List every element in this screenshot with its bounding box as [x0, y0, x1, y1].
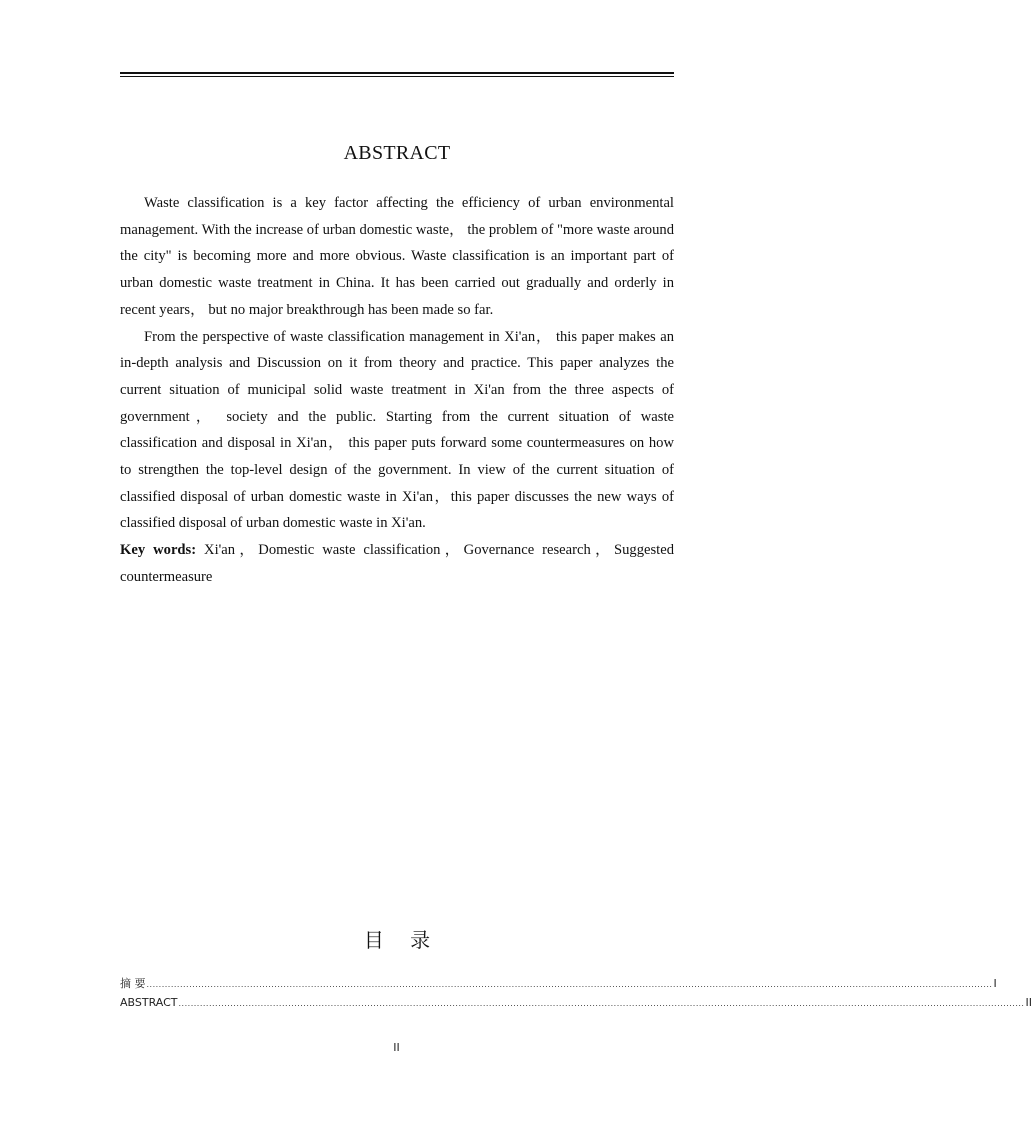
keywords-text: Xi'an，Domestic waste classification，Governance research，Suggested countermeasure: [120, 542, 674, 585]
toc-entry-page: II: [1025, 996, 1032, 1009]
header-rule-thin: [120, 76, 674, 77]
abstract-title: ABSTRACT: [343, 142, 451, 164]
keywords-label: Key words:: [120, 542, 197, 559]
toc-entry[interactable]: [120, 993, 1032, 1012]
toc-leader-dots: ......................................................................................................................................................................................................................................................................................: [178, 999, 1025, 1008]
toc-entry[interactable]: [120, 974, 997, 993]
page-number: II: [393, 1041, 400, 1054]
abstract-paragraph-1: Waste classification is a key factor affecting the efficiency of urban environmental management. With the increase of urban domestic waste， the problem of "more waste around the city" is becoming more and more obvious. Waste classification is an important part of urban domestic waste treatment in China. It has been carried out gradually and orderly in recent years， but no major breakthrough has been made so far.: [120, 195, 674, 318]
toc-leader-dots: ......................................................................................................................................................................................................................................................................................: [146, 980, 993, 989]
toc-entry-label: ABSTRACT: [120, 996, 178, 1009]
keywords-line: [120, 537, 674, 590]
header-rule-thick: [120, 72, 674, 74]
abstract-paragraph-2: From the perspective of waste classification management in Xi'an， this paper makes an in-depth analysis and Discussion on it from theory and practice. This paper analyzes the current situation of municipal solid waste treatment in Xi'an from the three aspects of government， society and the public. Starting from the current situation of waste classification and disposal in Xi'an， this paper puts forward some countermeasures on how to strengthen the top-level design of the government. In view of the current situation of classified disposal of urban domestic waste in Xi'an，this paper discusses the new ways of classified disposal of urban domestic waste in Xi'an.: [120, 328, 674, 532]
table-of-contents: [120, 974, 1032, 1012]
toc-entry-label: 摘 要: [120, 977, 146, 990]
abstract-body: [120, 190, 674, 591]
toc-entry-page: I: [993, 977, 997, 990]
toc-title: 目 录: [363, 928, 441, 952]
